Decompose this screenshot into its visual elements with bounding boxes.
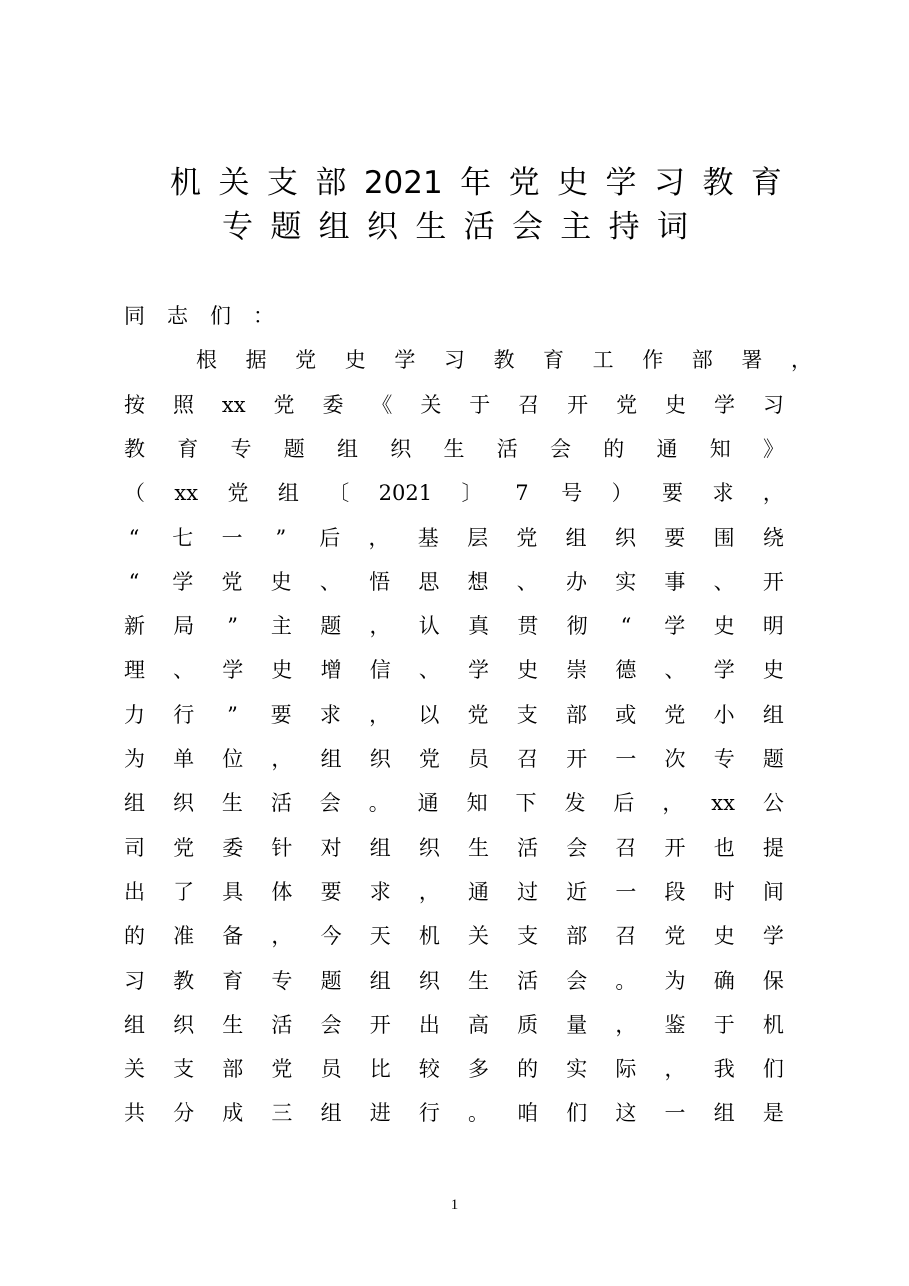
body-glyph: 或 bbox=[615, 703, 637, 727]
body-glyph: 织 bbox=[418, 836, 440, 860]
title-glyph: 生 bbox=[415, 209, 447, 245]
body-glyph: 党 bbox=[221, 570, 243, 594]
body-glyph: 于 bbox=[713, 1013, 735, 1037]
body-glyph: 组 bbox=[337, 437, 358, 461]
body-line bbox=[124, 655, 784, 685]
body-glyph: 过 bbox=[517, 880, 539, 904]
body-glyph: 习 bbox=[762, 393, 784, 417]
body-glyph: 要 bbox=[320, 880, 342, 904]
body-glyph: 主 bbox=[270, 614, 292, 638]
body-glyph: 根 bbox=[196, 348, 217, 372]
body-glyph: 委 bbox=[322, 393, 344, 417]
body-glyph: 小 bbox=[713, 703, 735, 727]
body-glyph: 。 bbox=[368, 791, 390, 815]
body-glyph: 三 bbox=[271, 1101, 293, 1125]
body-glyph: 想 bbox=[467, 570, 489, 594]
body-glyph: 据 bbox=[245, 348, 267, 372]
body-glyph: 局 bbox=[173, 614, 195, 638]
body-glyph: 号 bbox=[561, 481, 583, 505]
title-glyph: 专 bbox=[222, 209, 253, 245]
body-glyph: 确 bbox=[713, 969, 735, 993]
body-glyph: 后 bbox=[613, 791, 635, 815]
body-glyph: 分 bbox=[173, 1101, 195, 1125]
title-glyph: 2021 bbox=[363, 165, 443, 201]
body-glyph: “ bbox=[620, 614, 632, 638]
body-glyph: 7 bbox=[515, 481, 529, 505]
body-glyph: 德 bbox=[615, 658, 637, 682]
body-glyph: 间 bbox=[762, 880, 784, 904]
body-glyph: 咱 bbox=[517, 1101, 539, 1125]
body-glyph: 生 bbox=[443, 437, 465, 461]
body-glyph: 员 bbox=[320, 1057, 342, 1081]
body-glyph: 体 bbox=[271, 880, 293, 904]
body-glyph: 开 bbox=[762, 570, 784, 594]
body-glyph: 召 bbox=[517, 747, 539, 771]
body-glyph: 的 bbox=[124, 924, 145, 948]
body-glyph: 要 bbox=[270, 703, 292, 727]
body-glyph: 专 bbox=[271, 969, 293, 993]
title-glyph: 词 bbox=[656, 209, 688, 245]
body-glyph: 织 bbox=[614, 526, 636, 550]
body-glyph: 史 bbox=[762, 658, 784, 682]
body-glyph: 组 bbox=[320, 747, 342, 771]
body-glyph: 出 bbox=[124, 880, 145, 904]
body-glyph: 多 bbox=[467, 1057, 489, 1081]
body-glyph: 真 bbox=[468, 614, 490, 638]
title-glyph: 持 bbox=[608, 209, 640, 245]
body-glyph: 出 bbox=[418, 1013, 440, 1037]
body-glyph: 题 bbox=[320, 614, 342, 638]
body-glyph: 们 bbox=[210, 304, 231, 328]
body-glyph: ， bbox=[762, 481, 784, 505]
body-glyph: 支 bbox=[516, 703, 538, 727]
body-glyph: 们 bbox=[566, 1101, 588, 1125]
body-glyph: 实 bbox=[566, 1057, 588, 1081]
body-glyph: 今 bbox=[320, 924, 342, 948]
title-glyph: 习 bbox=[653, 165, 685, 201]
body-glyph: 史 bbox=[517, 658, 539, 682]
body-line bbox=[124, 1054, 784, 1084]
body-glyph: 党 bbox=[271, 1057, 293, 1081]
body-glyph: ， bbox=[271, 747, 293, 771]
title-glyph: 题 bbox=[270, 209, 302, 245]
title-glyph: 支 bbox=[266, 165, 298, 201]
body-glyph: 一 bbox=[615, 747, 637, 771]
body-glyph: 党 bbox=[418, 747, 440, 771]
body-glyph: 知 bbox=[709, 437, 731, 461]
body-glyph: 一 bbox=[615, 880, 637, 904]
body-glyph: 活 bbox=[517, 969, 539, 993]
body-glyph: 生 bbox=[221, 791, 243, 815]
body-glyph: 学 bbox=[172, 570, 194, 594]
body-glyph: 织 bbox=[172, 791, 194, 815]
body-glyph: 生 bbox=[467, 969, 489, 993]
body-glyph: 通 bbox=[467, 880, 489, 904]
title-glyph: 织 bbox=[366, 209, 398, 245]
body-glyph: 信 bbox=[369, 658, 391, 682]
body-glyph: 史 bbox=[271, 658, 293, 682]
body-glyph: 关 bbox=[420, 393, 442, 417]
title-glyph: 学 bbox=[605, 165, 637, 201]
body-glyph: 也 bbox=[713, 836, 735, 860]
body-glyph: 专 bbox=[713, 747, 735, 771]
body-glyph: 会 bbox=[566, 969, 588, 993]
body-glyph: 按 bbox=[124, 393, 145, 417]
body-glyph: 是 bbox=[762, 1101, 784, 1125]
body-glyph: 会 bbox=[320, 1013, 342, 1037]
body-glyph: 具 bbox=[222, 880, 244, 904]
body-glyph: 题 bbox=[320, 969, 342, 993]
body-glyph: 行 bbox=[418, 1101, 440, 1125]
body-glyph: 围 bbox=[713, 526, 735, 550]
body-glyph: 贯 bbox=[517, 614, 539, 638]
body-glyph: 、 bbox=[418, 658, 440, 682]
body-line bbox=[124, 611, 784, 641]
body-glyph: ， bbox=[662, 791, 684, 815]
body-glyph: 时 bbox=[713, 880, 735, 904]
body-glyph: 学 bbox=[713, 393, 735, 417]
body-glyph: 会 bbox=[550, 437, 571, 461]
body-glyph: 崇 bbox=[566, 658, 588, 682]
body-glyph: 以 bbox=[418, 703, 440, 727]
body-glyph: 学 bbox=[394, 348, 416, 372]
body-glyph: ” bbox=[275, 526, 287, 550]
body-glyph: 于 bbox=[469, 393, 491, 417]
body-glyph: 通 bbox=[417, 791, 439, 815]
body-glyph: 单 bbox=[173, 747, 195, 771]
body-glyph: 层 bbox=[467, 526, 489, 550]
body-glyph: 开 bbox=[664, 836, 686, 860]
body-line bbox=[124, 1010, 784, 1040]
body-glyph: 织 bbox=[390, 437, 412, 461]
body-glyph: 党 bbox=[664, 924, 686, 948]
body-glyph: 召 bbox=[615, 836, 637, 860]
body-glyph: 史 bbox=[270, 570, 292, 594]
body-glyph: 彻 bbox=[566, 614, 588, 638]
body-glyph: 事 bbox=[664, 570, 686, 594]
body-glyph: 下 bbox=[515, 791, 537, 815]
body-glyph: 党 bbox=[227, 481, 249, 505]
body-glyph: 署 bbox=[741, 348, 763, 372]
body-glyph: 2021 bbox=[378, 481, 433, 505]
body-glyph: 支 bbox=[173, 1057, 195, 1081]
page-number: 1 bbox=[450, 1197, 459, 1213]
body-glyph: 照 bbox=[172, 393, 194, 417]
body-glyph: 们 bbox=[762, 1057, 784, 1081]
body-glyph: 会 bbox=[566, 836, 588, 860]
body-glyph: 、 bbox=[319, 570, 341, 594]
body-glyph: 这 bbox=[615, 1101, 637, 1125]
body-glyph: 党 bbox=[295, 348, 317, 372]
body-glyph: 的 bbox=[517, 1057, 539, 1081]
body-glyph: 史 bbox=[665, 393, 686, 417]
body-glyph: 要 bbox=[664, 526, 686, 550]
body-glyph: 织 bbox=[418, 969, 440, 993]
body-glyph: 机 bbox=[762, 1013, 784, 1037]
body-glyph: 育 bbox=[543, 348, 565, 372]
body-glyph: 际 bbox=[615, 1057, 637, 1081]
body-glyph: 会 bbox=[319, 791, 341, 815]
body-glyph: 开 bbox=[369, 1013, 391, 1037]
body-glyph: 史 bbox=[713, 924, 735, 948]
body-glyph: 成 bbox=[222, 1101, 244, 1125]
title-glyph: 部 bbox=[315, 165, 347, 201]
body-glyph: 党 bbox=[467, 703, 489, 727]
body-line bbox=[124, 478, 784, 508]
body-glyph: 组 bbox=[713, 1101, 735, 1125]
body-glyph: ， bbox=[368, 526, 390, 550]
body-glyph: ” bbox=[227, 614, 238, 638]
body-glyph: ： bbox=[253, 304, 274, 328]
body-glyph: 次 bbox=[664, 747, 686, 771]
body-glyph: 段 bbox=[664, 880, 686, 904]
body-glyph: 、 bbox=[713, 570, 735, 594]
body-glyph: 针 bbox=[271, 836, 293, 860]
body-glyph: 《 bbox=[371, 393, 393, 417]
body-glyph: 组 bbox=[565, 526, 587, 550]
body-glyph: 新 bbox=[124, 614, 145, 638]
body-glyph: 召 bbox=[615, 924, 637, 948]
body-glyph: 部 bbox=[565, 703, 587, 727]
body-glyph: 行 bbox=[173, 703, 195, 727]
body-glyph: 。 bbox=[467, 1101, 489, 1125]
body-glyph: 育 bbox=[177, 437, 199, 461]
title-glyph: 育 bbox=[750, 165, 782, 201]
body-glyph: 位 bbox=[222, 747, 244, 771]
body-line bbox=[124, 390, 784, 420]
body-glyph: 教 bbox=[493, 348, 515, 372]
body-glyph: 部 bbox=[222, 1057, 244, 1081]
body-glyph: 党 bbox=[273, 393, 295, 417]
body-glyph: 较 bbox=[418, 1057, 440, 1081]
body-glyph: 组 bbox=[277, 481, 299, 505]
body-glyph: 专 bbox=[230, 437, 252, 461]
body-line bbox=[124, 567, 784, 597]
body-glyph: 支 bbox=[517, 924, 539, 948]
body-glyph: 学 bbox=[222, 658, 244, 682]
body-line bbox=[124, 877, 784, 907]
body-glyph: 党 bbox=[516, 526, 538, 550]
body-glyph: 习 bbox=[443, 348, 465, 372]
body-line bbox=[124, 966, 784, 996]
body-glyph: 生 bbox=[467, 836, 489, 860]
body-glyph: 高 bbox=[467, 1013, 489, 1037]
body-glyph: 机 bbox=[418, 924, 440, 948]
body-glyph: xx bbox=[221, 393, 246, 417]
body-line bbox=[196, 345, 812, 375]
body-glyph: 通 bbox=[656, 437, 678, 461]
body-glyph: 后 bbox=[319, 526, 341, 550]
body-glyph: 一 bbox=[221, 526, 243, 550]
body-glyph: 召 bbox=[518, 393, 540, 417]
title-glyph: 组 bbox=[318, 209, 350, 245]
body-glyph: 〔 bbox=[328, 481, 350, 505]
body-glyph: “ bbox=[128, 570, 140, 594]
body-glyph: 志 bbox=[167, 304, 188, 328]
salutation bbox=[124, 301, 274, 331]
body-glyph: 组 bbox=[762, 703, 784, 727]
body-glyph: 组 bbox=[124, 791, 145, 815]
body-glyph: 提 bbox=[762, 836, 784, 860]
body-glyph: 学 bbox=[664, 614, 686, 638]
body-glyph: 织 bbox=[369, 747, 391, 771]
body-glyph: ， bbox=[418, 880, 440, 904]
body-glyph: xx bbox=[711, 791, 735, 815]
body-glyph: 工 bbox=[592, 348, 614, 372]
body-glyph: ， bbox=[369, 614, 391, 638]
body-glyph: 求 bbox=[712, 481, 734, 505]
body-line bbox=[124, 700, 784, 730]
body-line bbox=[124, 523, 784, 553]
body-glyph: 了 bbox=[173, 880, 195, 904]
body-glyph: 近 bbox=[566, 880, 588, 904]
body-glyph: ， bbox=[369, 703, 391, 727]
title-glyph: 活 bbox=[463, 209, 495, 245]
body-glyph: 委 bbox=[222, 836, 244, 860]
body-glyph: 一 bbox=[664, 1101, 686, 1125]
body-glyph: 为 bbox=[664, 969, 686, 993]
body-glyph: 部 bbox=[566, 924, 588, 948]
body-glyph: ， bbox=[790, 348, 812, 372]
body-glyph: 学 bbox=[713, 658, 735, 682]
body-glyph: 七 bbox=[172, 526, 194, 550]
title-glyph: 主 bbox=[560, 209, 592, 245]
body-glyph: “ bbox=[128, 526, 140, 550]
body-glyph: 保 bbox=[762, 969, 784, 993]
body-glyph: 求 bbox=[369, 880, 391, 904]
body-glyph: 实 bbox=[615, 570, 637, 594]
body-glyph: 活 bbox=[496, 437, 518, 461]
body-glyph: 教 bbox=[124, 437, 145, 461]
body-glyph: 党 bbox=[173, 836, 195, 860]
body-glyph: 同 bbox=[124, 304, 145, 328]
body-glyph: 进 bbox=[369, 1101, 391, 1125]
body-line bbox=[124, 788, 784, 818]
body-glyph: 史 bbox=[344, 348, 366, 372]
body-glyph: 公 bbox=[762, 791, 784, 815]
body-glyph: 求 bbox=[319, 703, 341, 727]
body-glyph: 为 bbox=[124, 747, 145, 771]
body-glyph: 的 bbox=[603, 437, 625, 461]
body-glyph: 开 bbox=[566, 747, 588, 771]
body-glyph: 思 bbox=[418, 570, 440, 594]
body-line bbox=[124, 434, 784, 464]
body-glyph: 量 bbox=[566, 1013, 588, 1037]
body-glyph: 组 bbox=[320, 1101, 342, 1125]
body-glyph: 活 bbox=[517, 836, 539, 860]
body-glyph: 学 bbox=[762, 924, 784, 948]
body-glyph: 我 bbox=[713, 1057, 735, 1081]
body-glyph: 、 bbox=[173, 658, 195, 682]
body-line bbox=[124, 921, 784, 951]
body-glyph: 党 bbox=[616, 393, 638, 417]
body-glyph: 部 bbox=[691, 348, 713, 372]
body-glyph: 题 bbox=[762, 747, 784, 771]
body-glyph: ， bbox=[271, 924, 293, 948]
body-glyph: 作 bbox=[642, 348, 664, 372]
title-glyph: 年 bbox=[460, 165, 492, 201]
body-glyph: 》 bbox=[763, 437, 784, 461]
body-glyph: 。 bbox=[615, 969, 637, 993]
body-glyph: 〕 bbox=[461, 481, 483, 505]
body-glyph: 知 bbox=[466, 791, 488, 815]
body-glyph: 开 bbox=[567, 393, 589, 417]
body-glyph: ， bbox=[664, 1057, 686, 1081]
body-line bbox=[124, 744, 784, 774]
body-glyph: 习 bbox=[124, 969, 145, 993]
body-glyph: 准 bbox=[173, 924, 195, 948]
body-glyph: ） bbox=[611, 481, 633, 505]
body-glyph: 员 bbox=[467, 747, 489, 771]
body-glyph: xx bbox=[174, 481, 199, 505]
body-glyph: ” bbox=[227, 703, 238, 727]
body-glyph: 备 bbox=[222, 924, 244, 948]
body-glyph: 织 bbox=[173, 1013, 195, 1037]
body-glyph: 活 bbox=[271, 1013, 293, 1037]
body-glyph: 育 bbox=[222, 969, 244, 993]
title-glyph: 关 bbox=[218, 165, 250, 201]
body-glyph: 生 bbox=[222, 1013, 244, 1037]
body-glyph: ， bbox=[615, 1013, 637, 1037]
document-title-line-1 bbox=[170, 165, 782, 201]
body-glyph: 发 bbox=[564, 791, 586, 815]
title-glyph: 机 bbox=[170, 165, 201, 201]
body-glyph: 对 bbox=[320, 836, 342, 860]
document-title-line-2 bbox=[222, 209, 688, 245]
body-line bbox=[124, 1098, 784, 1128]
title-glyph: 教 bbox=[702, 165, 734, 201]
body-glyph: 力 bbox=[124, 703, 145, 727]
body-glyph: 活 bbox=[270, 791, 292, 815]
body-glyph: 悟 bbox=[369, 570, 391, 594]
title-glyph: 史 bbox=[557, 165, 589, 201]
title-glyph: 党 bbox=[508, 165, 540, 201]
body-glyph: 质 bbox=[517, 1013, 539, 1037]
body-glyph: 学 bbox=[467, 658, 489, 682]
body-glyph: 增 bbox=[320, 658, 342, 682]
body-glyph: 基 bbox=[417, 526, 439, 550]
body-glyph: （ bbox=[124, 481, 145, 505]
body-glyph: 党 bbox=[664, 703, 686, 727]
body-line bbox=[124, 833, 784, 863]
body-glyph: 理 bbox=[124, 658, 145, 682]
body-glyph: 关 bbox=[467, 924, 489, 948]
body-glyph: 、 bbox=[516, 570, 538, 594]
body-glyph: 关 bbox=[124, 1057, 145, 1081]
title-glyph: 会 bbox=[511, 209, 543, 245]
body-glyph: 教 bbox=[173, 969, 195, 993]
body-glyph: 比 bbox=[369, 1057, 391, 1081]
body-glyph: 办 bbox=[565, 570, 587, 594]
body-glyph: 明 bbox=[762, 614, 784, 638]
body-glyph: 认 bbox=[418, 614, 440, 638]
body-glyph: 组 bbox=[369, 836, 391, 860]
body-glyph: 天 bbox=[369, 924, 391, 948]
body-glyph: 司 bbox=[124, 836, 145, 860]
body-glyph: 鉴 bbox=[664, 1013, 686, 1037]
body-glyph: 要 bbox=[662, 481, 684, 505]
body-glyph: 绕 bbox=[762, 526, 784, 550]
body-glyph: 、 bbox=[664, 658, 686, 682]
body-glyph: 共 bbox=[124, 1101, 145, 1125]
body-glyph: 组 bbox=[369, 969, 391, 993]
body-glyph: 组 bbox=[124, 1013, 145, 1037]
body-glyph: 题 bbox=[283, 437, 305, 461]
body-glyph: 史 bbox=[713, 614, 735, 638]
